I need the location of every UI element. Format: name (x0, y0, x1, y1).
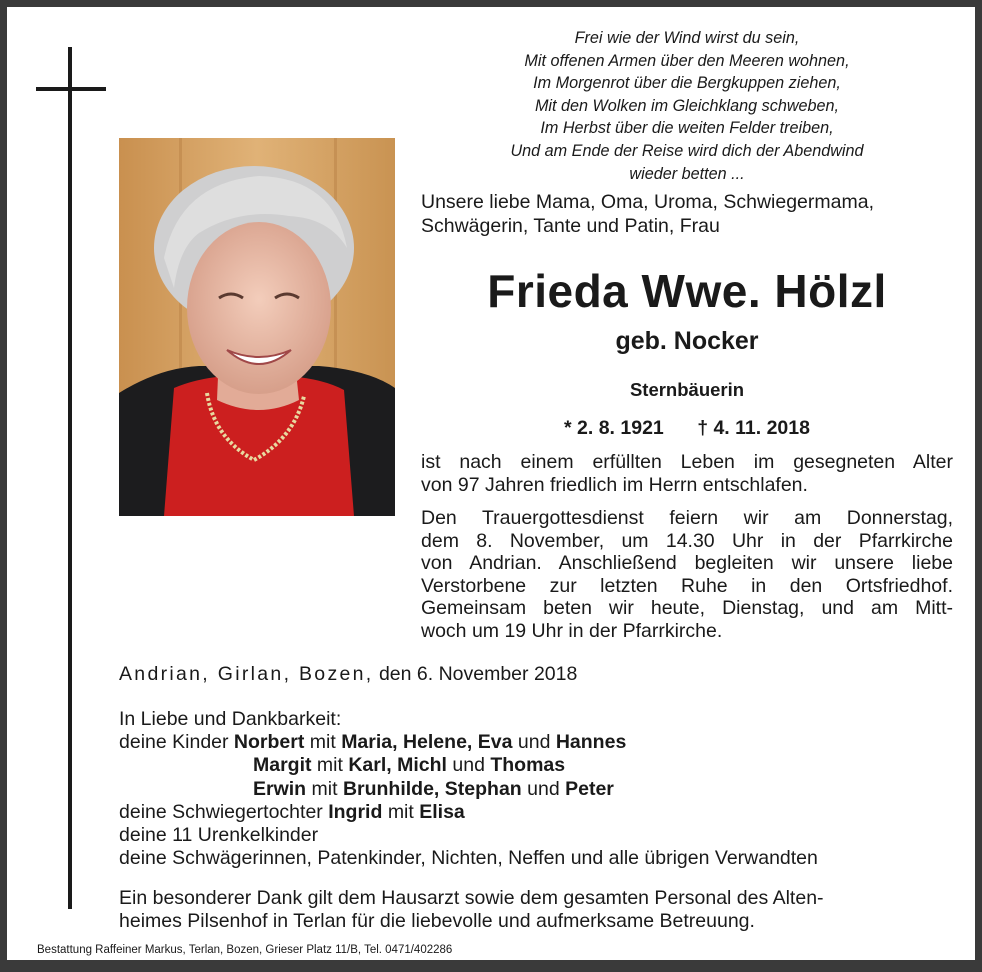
relative-name: Elisa (419, 800, 465, 823)
poem (467, 27, 907, 185)
place: Andrian, Girlan, Bozen, (119, 663, 374, 685)
cross-vertical-bar (68, 47, 72, 909)
epithet: Sternbäuerin (629, 379, 745, 400)
connector: mit (316, 754, 343, 777)
portrait-illustration (119, 138, 395, 516)
poem-line: Und am Ende der Reise wird dich der Abendwind (510, 141, 864, 160)
intro-line: Unsere liebe Mama, Oma, Uroma, Schwiegermama, (421, 191, 874, 213)
relatives-names: Brunhilde, Stephan (342, 777, 522, 800)
poem-line: Mit offenen Armen über den Meeren wohnen, (524, 51, 850, 70)
portrait-photo (119, 138, 395, 516)
death-date: † 4. 11. 2018 (697, 417, 810, 439)
paragraph-line: Gemeinsam beten wir heute, Dienstag, und am Mitt- (421, 597, 953, 620)
paragraph-line: ist nach einem erfüllten Leben im gesegneten Alter (421, 451, 953, 473)
poem-line: wieder betten ... (629, 164, 745, 183)
family-heading: In Liebe und Dankbarkeit: (119, 708, 342, 730)
thanks-line: heimes Pilsenhof in Terlan für die liebevolle und aufmerksame Betreuung. (119, 910, 755, 932)
funeral-home-footer: Bestattung Raffeiner Markus, Terlan, Bozen, Grieser Platz 11/B, Tel. 0471/402286 (37, 944, 453, 956)
child-name: Margit (253, 754, 312, 777)
child-name: Erwin (253, 777, 307, 800)
intro-line: Schwägerin, Tante und Patin, Frau (421, 215, 720, 237)
announcement-date: den 6. November 2018 (378, 663, 578, 685)
family-line-child3 (119, 778, 818, 801)
connector: mit (309, 731, 336, 754)
place-and-date (119, 663, 577, 686)
kinder-label: deine Kinder (119, 731, 229, 754)
schwiegertochter-label: deine Schwiegertochter (119, 800, 323, 823)
poem-line: Mit den Wolken im Gleichklang schweben, (534, 96, 840, 115)
paragraph-line: von Andrian. Anschließend begleiten wir unsere liebe (421, 552, 953, 575)
relative-name: Ingrid (328, 800, 383, 823)
family-line-child1 (119, 731, 818, 754)
child-name: Norbert (233, 731, 305, 754)
connector: mit (311, 777, 338, 800)
family-line-urenkel: deine 11 Urenkelkinder (119, 824, 319, 847)
paragraph-line: Verstorbene zur letzten Ruhe in den Ortsfriedhof. (421, 574, 953, 597)
paragraph-line: dem 8. November, um 14.30 Uhr in der Pfarrkirche (421, 529, 953, 552)
relative-name: Thomas (490, 754, 566, 777)
relative-name: Peter (565, 777, 614, 800)
relative-name: Hannes (555, 731, 627, 754)
family-line-schwiegertochter (119, 801, 818, 824)
funeral-paragraph (421, 507, 953, 643)
paragraph-line: Den Trauergottesdienst feiern wir am Donnerstag, (421, 507, 953, 529)
cross-horizontal-bar (36, 87, 106, 91)
birth-date: * 2. 8. 1921 (564, 417, 664, 439)
intro-text (421, 190, 961, 238)
life-dates (407, 417, 967, 440)
thanks-line: Ein besonderer Dank gilt dem Hausarzt sowie dem gesamten Personal des Alten- (119, 887, 824, 909)
connector: und (517, 731, 551, 754)
maiden-name: geb. Nocker (615, 327, 759, 355)
connector: und (527, 777, 560, 800)
paragraph-line: von 97 Jahren friedlich im Herrn entschlafen. (421, 473, 808, 496)
family-line-child2 (119, 754, 818, 777)
family-list (119, 708, 818, 870)
deceased-name: Frieda Wwe. Hölzl (487, 265, 887, 317)
poem-line: Im Morgenrot über die Bergkuppen ziehen, (533, 74, 841, 93)
relatives-names: Maria, Helene, Eva (341, 731, 513, 754)
poem-line: Frei wie der Wind wirst du sein, (574, 29, 800, 47)
family-line-others: deine Schwägerinnen, Patenkinder, Nichten, Neffen und alle übrigen Verwandten (119, 847, 818, 870)
passing-paragraph (421, 451, 953, 496)
connector: mit (387, 800, 414, 823)
relatives-names: Karl, Michl (348, 754, 447, 777)
thanks-paragraph (119, 887, 953, 933)
connector: und (452, 754, 485, 777)
poem-line: Im Herbst über die weiten Felder treiben, (540, 119, 834, 138)
paragraph-line: woch um 19 Uhr in der Pfarrkirche. (421, 619, 723, 642)
